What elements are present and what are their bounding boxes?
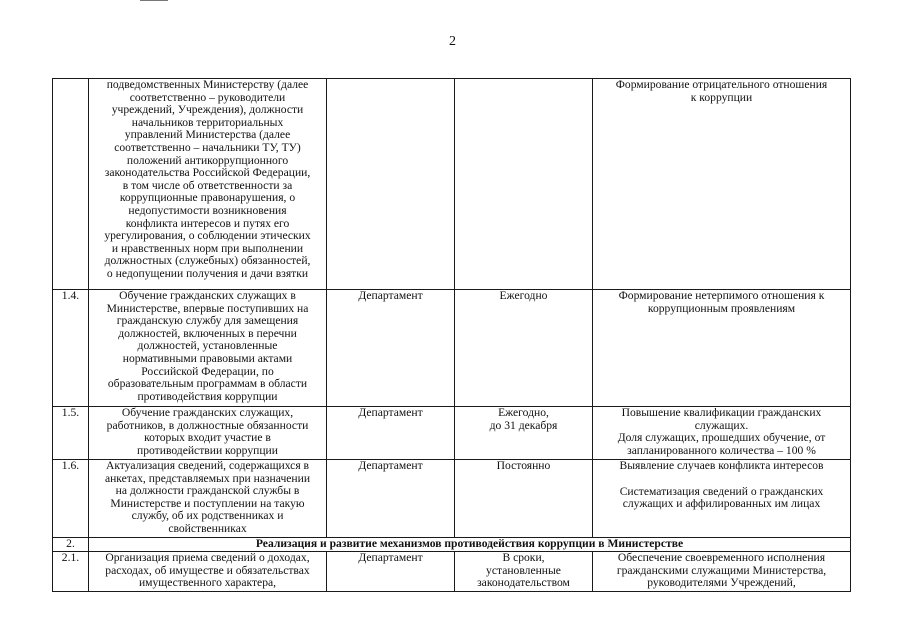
result-line: Формирование нетерпимого отношения к (618, 289, 825, 302)
result-cell (593, 79, 851, 290)
row-number (53, 79, 89, 290)
term-line: установленные (486, 563, 561, 577)
measure-line: урегулирования, о соблюдении этических (104, 229, 311, 243)
table-row (53, 407, 851, 460)
measure-line: которых входит участие в (144, 431, 271, 445)
executor-cell: Департамент (327, 460, 455, 538)
row-number: 1.5. (53, 407, 89, 460)
result-line: гражданскими служащими Министерства, (616, 563, 827, 577)
measure-line: в том числе об ответственности за (122, 178, 293, 192)
section-title: Реализация и развитие механизмов противодействия коррупции в Министерстве (89, 538, 851, 552)
measure-cell (89, 552, 327, 592)
result-line: к коррупции (690, 90, 753, 104)
measure-line: Организация приема сведений о доходах, (105, 551, 310, 564)
result-line: Выявление случаев конфликта интересов (619, 459, 824, 472)
table-row (53, 79, 851, 290)
measure-line: Обучение гражданских служащих в (119, 289, 296, 302)
result-cell (593, 460, 851, 538)
result-line: коррупционным проявлениям (647, 301, 796, 315)
measure-line: имущественного характера, (138, 576, 277, 590)
measure-line: положений антикоррупционного (126, 153, 289, 167)
measure-line: законодательства Российской Федерации, (104, 166, 311, 180)
measure-cell (89, 460, 327, 538)
measure-line: противодействии коррупции (137, 443, 278, 457)
measure-line: службу, об их родственниках и (131, 509, 284, 523)
measure-line: коррупционные правонарушения, о (119, 191, 296, 205)
result-line: служащих и аффилированных им лицах (622, 497, 821, 511)
measure-line: Обучение гражданских служащих, (121, 406, 294, 419)
measures-table (52, 78, 851, 592)
result-line: Формирование отрицательного отношения (615, 78, 828, 91)
row-number: 1.4. (53, 290, 89, 407)
measure-line: соответственно – начальники ТУ, ТУ) (114, 140, 301, 154)
result-line: Систематизация сведений о гражданских (619, 484, 824, 498)
measure-line: на должности гражданской службы в (115, 484, 300, 498)
measure-line: начальников территориальных (131, 115, 284, 129)
result-line: Доля служащих, прошедших обучение, от (617, 431, 826, 445)
table-row (53, 460, 851, 538)
result-line: служащих. (694, 418, 749, 432)
page-number: 2 (449, 34, 456, 49)
result-line: запланированного количества – 100 % (627, 443, 816, 457)
measure-line: учреждений, Учреждения), должности (111, 103, 304, 117)
measure-line: должностей, включенных в перечни (118, 326, 297, 340)
measure-line: Актуализация сведений, содержащихся в (105, 459, 310, 472)
table-row (53, 290, 851, 407)
term-cell (455, 407, 593, 460)
measure-line: расходах, об имуществе и обязательствах (105, 563, 310, 577)
term-line: законодательством (477, 576, 570, 590)
result-line: Повышение квалификации гражданских (621, 406, 822, 419)
measure-line: Министерстве, впервые поступивших на (106, 301, 309, 315)
term-line: до 31 декабря (489, 418, 558, 432)
measure-line: должностей, установленные (137, 339, 278, 353)
row-number: 1.6. (53, 460, 89, 538)
measure-line: подведомственных Министерству (далее (106, 78, 309, 91)
term-cell: Постоянно (455, 460, 593, 538)
row-number: 2.1. (53, 552, 89, 592)
executor-cell: Департамент (327, 552, 455, 592)
result-spacer (595, 473, 848, 486)
term-line: В сроки, (502, 551, 545, 564)
term-cell (455, 79, 593, 290)
result-cell (593, 552, 851, 592)
executor-cell: Департамент (327, 407, 455, 460)
measure-line: управлений Министерства (далее (124, 128, 291, 142)
result-cell (593, 290, 851, 407)
top-rule (140, 0, 168, 1)
table-row (53, 552, 851, 592)
term-cell (455, 552, 593, 592)
measure-cell (89, 407, 327, 460)
measure-cell (89, 79, 327, 290)
result-cell (593, 407, 851, 460)
executor-cell (327, 79, 455, 290)
measure-line: недопустимости возникновения (128, 203, 287, 217)
result-line: руководителями Учреждений, (647, 576, 796, 590)
section-number: 2. (53, 538, 89, 552)
measure-line: и нравственных норм при выполнении (111, 241, 304, 255)
measure-line: Российской Федерации, по (141, 364, 274, 378)
measure-line: противодействия коррупции (137, 389, 278, 403)
result-line: Обеспечение своевременного исполнения (617, 551, 826, 564)
measure-line: должностных (служебных) обязанностей, (104, 254, 311, 268)
measure-line: соответственно – руководители (129, 90, 286, 104)
executor-cell: Департамент (327, 290, 455, 407)
measure-cell (89, 290, 327, 407)
measure-line: Министерстве и поступлении на такую (110, 496, 305, 510)
measure-line: анкетах, представляемых при назначении (104, 471, 311, 485)
term-line: Ежегодно, (498, 406, 549, 419)
measure-line: работников, в должностные обязанности (106, 418, 309, 432)
measure-line: конфликта интересов и путях его (125, 216, 290, 230)
measure-line: о недопущении получения и дачи взятки (106, 266, 309, 280)
measure-line: нормативными правовыми актами (122, 351, 293, 365)
measure-line: образовательным программам в области (107, 377, 308, 391)
measure-line: гражданскую службу для замещения (116, 314, 299, 328)
section-row (53, 538, 851, 552)
measure-line: свойственниках (168, 521, 247, 535)
term-cell: Ежегодно (455, 290, 593, 407)
